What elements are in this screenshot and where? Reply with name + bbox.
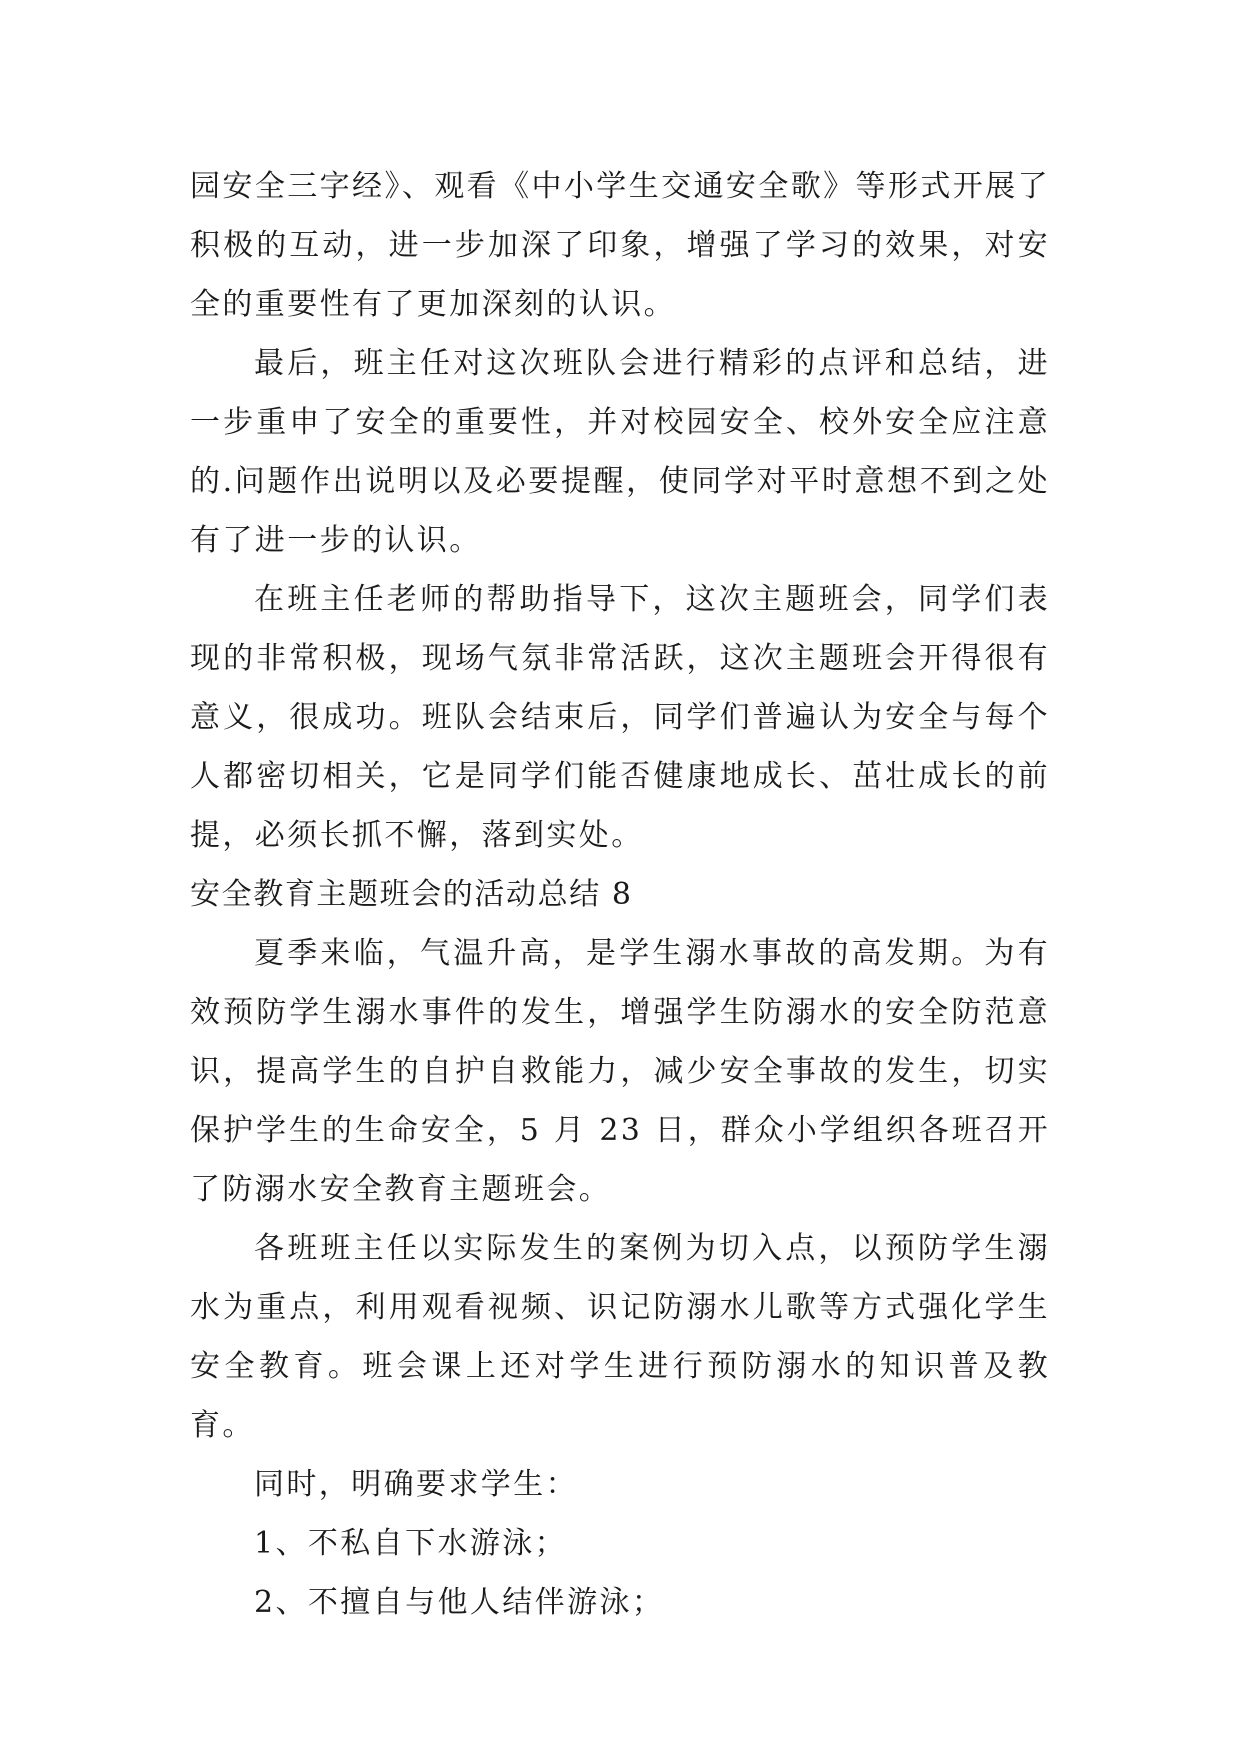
paragraph-1: 园安全三字经》、观看《中小学生交通安全歌》等形式开展了积极的互动，进一步加深了印象，增强了学习的效果，对安全的重要性有了更加深刻的认识。 (190, 169, 1050, 322)
paragraph-4: 夏季来临，气温升高，是学生溺水事故的高发期。为有效预防学生溺水事件的发生，增强学生防溺水的安全防范意识，提高学生的自护自救能力，减少安全事故的发生，切实保护学生的生命安全，5 月 23 日，群众小学组织各班召开了防溺水安全教育主题班会。 (190, 936, 1050, 1207)
paragraph-6: 同时，明确要求学生： (254, 1467, 578, 1502)
list-item-1: 1、不私自下水游泳； (254, 1526, 568, 1561)
document-body (190, 157, 1050, 1632)
paragraph-5: 各班班主任以实际发生的案例为切入点，以预防学生溺水为重点，利用观看视频、识记防溺水儿歌等方式强化学生安全教育。班会课上还对学生进行预防溺水的知识普及教育。 (190, 1231, 1050, 1443)
paragraph-2: 最后，班主任对这次班队会进行精彩的点评和总结，进一步重申了安全的重要性，并对校园安全、校外安全应注意的.问题作出说明以及必要提醒，使同学对平时意想不到之处有了进一步的认识。 (190, 346, 1050, 558)
paragraph-3: 在班主任老师的帮助指导下，这次主题班会，同学们表现的非常积极，现场气氛非常活跃，这次主题班会开得很有意义，很成功。班队会结束后，同学们普遍认为安全与每个人都密切相关，它是同学们能否健康地成长、茁壮成长的前提，必须长抓不懈，落到实处。 (190, 582, 1050, 853)
section-heading: 安全教育主题班会的活动总结 8 (190, 877, 633, 912)
list-item-2: 2、不擅自与他人结伴游泳； (254, 1585, 665, 1620)
